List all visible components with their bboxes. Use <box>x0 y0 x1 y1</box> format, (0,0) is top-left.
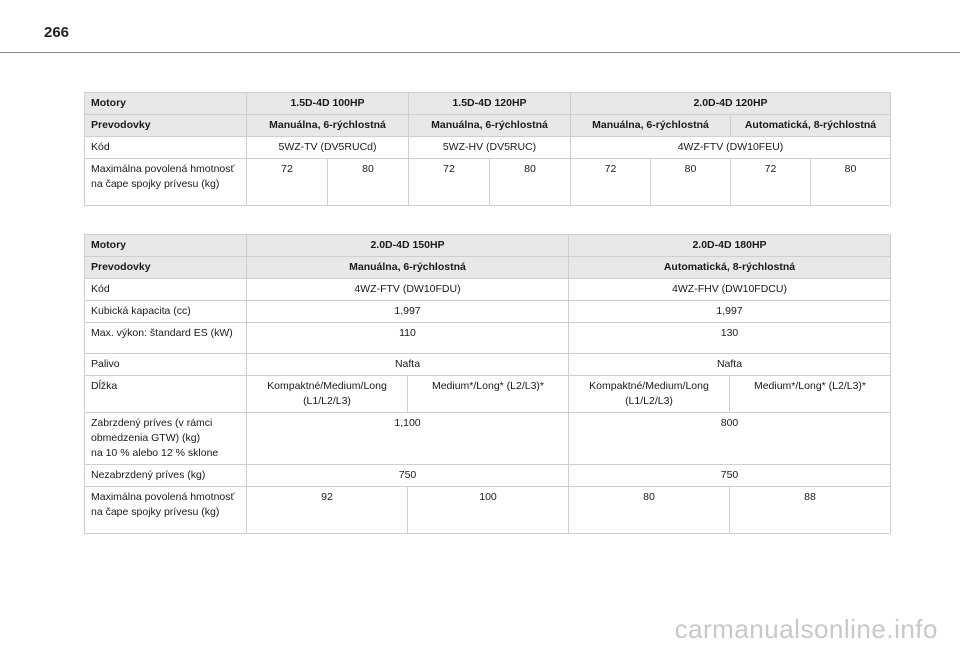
row-label: Kód <box>85 137 247 159</box>
table-cell: 110 <box>247 323 569 354</box>
watermark: carmanualsonline.info <box>674 614 938 644</box>
table-cell: 80 <box>651 159 731 206</box>
table-cell: Manuálna, 6-rýchlostná <box>247 257 569 279</box>
table-cell: 72 <box>247 159 328 206</box>
row-label: Palivo <box>85 354 247 376</box>
table-cell: Automatická, 8-rýchlostná <box>569 257 891 279</box>
table-cell: 1,997 <box>247 301 569 323</box>
table-cell: Manuálna, 6-rýchlostná <box>571 115 731 137</box>
table-row <box>85 257 891 279</box>
row-label: Max. výkon: štandard ES (kW) <box>85 323 247 354</box>
table-cell: Nafta <box>569 354 891 376</box>
table-cell: Manuálna, 6-rýchlostná <box>409 115 571 137</box>
table-row <box>85 323 891 354</box>
table-row <box>85 301 891 323</box>
table-cell: 1,100 <box>247 413 569 465</box>
table-row <box>85 159 891 206</box>
table-cell: 80 <box>569 487 730 534</box>
row-label: Prevodovky <box>85 257 247 279</box>
table-row <box>85 279 891 301</box>
table-row <box>85 487 891 534</box>
table-cell: 750 <box>569 465 891 487</box>
table-cell: 5WZ-TV (DV5RUCd) <box>247 137 409 159</box>
table-cell: 80 <box>811 159 891 206</box>
row-label: Kód <box>85 279 247 301</box>
engine-header: 2.0D-4D 150HP <box>247 235 569 257</box>
table-row <box>85 93 891 115</box>
row-label-line: Zabrzdený príves (v rámci obmedzenia GTW) (kg) <box>91 417 213 444</box>
table-cell: 80 <box>490 159 571 206</box>
table-cell: 4WZ-FTV (DW10FDU) <box>247 279 569 301</box>
table-cell: Automatická, 8-rýchlostná <box>731 115 891 137</box>
row-label-line: na 10 % alebo 12 % sklone <box>91 447 219 459</box>
row-label: Prevodovky <box>85 115 247 137</box>
table-cell: 1,997 <box>569 301 891 323</box>
table-cell: Kompaktné/Medium/Long (L1/L2/L3) <box>569 376 730 413</box>
table-cell: Nafta <box>247 354 569 376</box>
table-cell: 130 <box>569 323 891 354</box>
row-label: Maximálna povolená hmotnosť na čape spojky prívesu (kg) <box>85 487 247 534</box>
engine-header: 2.0D-4D 120HP <box>571 93 891 115</box>
table-row <box>85 465 891 487</box>
row-label: Kubická kapacita (cc) <box>85 301 247 323</box>
table-row <box>85 354 891 376</box>
engine-header: 1.5D-4D 100HP <box>247 93 409 115</box>
row-label: Nezabrzdený príves (kg) <box>85 465 247 487</box>
engine-header: 1.5D-4D 120HP <box>409 93 571 115</box>
row-label: Motory <box>85 235 247 257</box>
table-row <box>85 413 891 465</box>
engine-header: 2.0D-4D 180HP <box>569 235 891 257</box>
table-cell: Manuálna, 6-rýchlostná <box>247 115 409 137</box>
table-cell: 72 <box>571 159 651 206</box>
table-cell: 800 <box>569 413 891 465</box>
table-cell: 88 <box>730 487 891 534</box>
table-cell: 80 <box>328 159 409 206</box>
table-cell: 72 <box>731 159 811 206</box>
row-label <box>85 413 247 465</box>
table-cell: 92 <box>247 487 408 534</box>
table-row <box>85 115 891 137</box>
table-cell: Kompaktné/Medium/Long (L1/L2/L3) <box>247 376 408 413</box>
header-rule <box>0 52 960 53</box>
table-row <box>85 376 891 413</box>
row-label: Maximálna povolená hmotnosť na čape spojky prívesu (kg) <box>85 159 247 206</box>
table-cell: 72 <box>409 159 490 206</box>
page-number: 266 <box>44 24 70 41</box>
table-cell: 4WZ-FTV (DW10FEU) <box>571 137 891 159</box>
row-label: Motory <box>85 93 247 115</box>
table-cell: 750 <box>247 465 569 487</box>
row-label: Dĺžka <box>85 376 247 413</box>
table-cell: Medium*/Long* (L2/L3)* <box>730 376 891 413</box>
table-row <box>85 137 891 159</box>
engine-spec-table-1 <box>84 92 891 206</box>
table-cell: Medium*/Long* (L2/L3)* <box>408 376 569 413</box>
engine-spec-table-2 <box>84 234 891 534</box>
table-cell: 4WZ-FHV (DW10FDCU) <box>569 279 891 301</box>
table-row <box>85 235 891 257</box>
table-cell: 100 <box>408 487 569 534</box>
table-cell: 5WZ-HV (DV5RUC) <box>409 137 571 159</box>
